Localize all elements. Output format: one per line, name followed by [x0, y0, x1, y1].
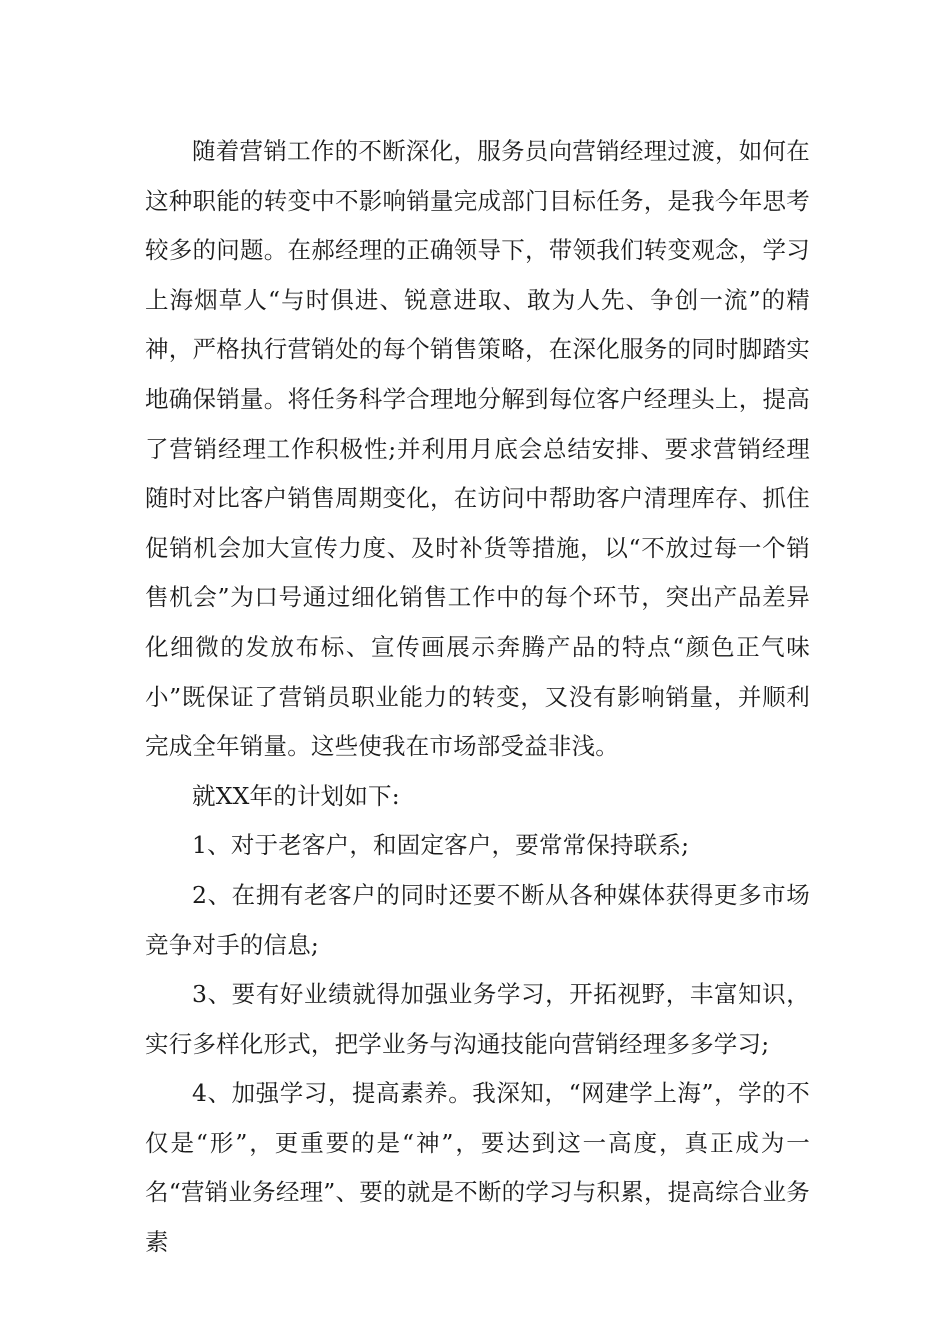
paragraph-plan-item-2: 2、在拥有老客户的同时还要不断从各种媒体获得更多市场竞争对手的信息;: [145, 880, 810, 959]
paragraph-summary: 随着营销工作的不断深化，服务员向营销经理过渡，如何在这种职能的转变中不影响销量完成部门目标任务，是我今年思考较多的问题。在郝经理的正确领导下，带领我们转变观念，学习上海烟草人“与时俱进、锐意进取、敢为人先、争创一流”的精神，严格执行营销处的每个销售策略，在深化服务的同时脚踏实地确保销量。将任务科学合理地分解到每位客户经理头上，提高了营销经理工作积极性;并利用月底会总结安排、要求营销经理随时对比客户销售周期变化，在访问中帮助客户清理库存、抓住促销机会加大宣传力度、及时补货等措施，以“不放过每一个销售机会”为口号通过细化销售工作中的每个环节，突出产品差异化细微的发放布标、宣传画展示奔腾产品的特点“颜色正气味小”既保证了营销员职业能力的转变，又没有影响销量，并顺利完成全年销量。这些使我在市场部受益非浅。: [145, 137, 810, 761]
paragraph-plan-item-3: 3、要有好业绩就得加强业务学习，开拓视野，丰富知识，实行多样化形式，把学业务与沟通技能向营销经理多多学习;: [145, 980, 810, 1058]
document-body: [145, 127, 810, 1268]
paragraph-plan-item-1: 1、对于老客户，和固定客户，要常常保持联系;: [192, 831, 690, 860]
paragraph-plan-intro: 就XX年的计划如下:: [192, 781, 400, 810]
paragraph-plan-item-4: 4、加强学习，提高素养。我深知，“网建学上海”，学的不仅是“形”，更重要的是“神”，要达到这一高度，真正成为一名“营销业务经理”、要的就是不断的学习与积累，提高综合业务素: [145, 1079, 810, 1257]
